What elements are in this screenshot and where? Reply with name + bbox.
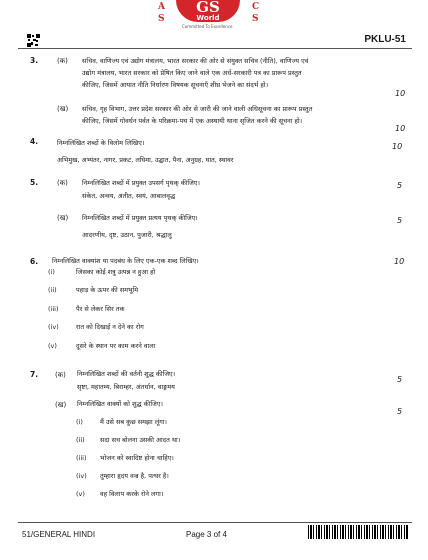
logo-tagline: Committed To Excellence	[182, 24, 233, 29]
q3a-line2: उद्योग मंत्रालय, भारत सरकार को प्रेषित किए जाने वाले एक अर्ध-सरकारी पत्र का प्रारूप प्रस्तुत	[82, 69, 302, 77]
header-divider	[18, 48, 412, 49]
q6-item-text: पहाड़ के ऊपर की समभूमि	[76, 286, 139, 294]
q3b-line1: सचिव, गृह विभाग, उत्तर प्रदेश सरकार की ओर से जारी की जाने वाली अधिसूचना का प्रारूप प्रस्तुत	[82, 105, 313, 113]
footer-divider	[18, 522, 412, 523]
q7a-words: सृष्टा, महातम्य, बिराम्हर, अंतर्धान, वाङ्गमय	[77, 383, 175, 391]
q7a-text: निम्नलिखित शब्दों की वर्तनी शुद्ध कीजिए।	[77, 370, 176, 378]
q6-item-text: पैर से लेकर सिर तक	[76, 305, 125, 313]
q7-item-label: (ii)	[76, 436, 85, 444]
q7-number: 7.	[30, 370, 39, 379]
q5b-marks: 5	[397, 216, 403, 225]
q6-item-text: रात को दिखाई न देने का रोग	[76, 323, 144, 331]
q4-text: निम्नलिखित शब्दों के विलोम लिखिए।	[57, 139, 145, 147]
q5a-text: निम्नलिखित शब्दों में प्रयुक्त उपसर्ग पृथक् कीजिए।	[82, 179, 200, 187]
q5b-text: निम्नलिखित शब्दों में प्रयुक्त प्रत्यय पृथक् कीजिए।	[82, 214, 198, 222]
q7b-marks: 5	[397, 407, 403, 416]
q4-words: अभिमुख, अभ्यंतर, नागर, प्रकट, लघिमा, उद्घात, पैना, अनुग्रह, घात, स्थावर	[57, 156, 234, 164]
q6-item-label: (iv)	[48, 323, 59, 331]
q7b-text: निम्नलिखित वाक्यों को शुद्ध कीजिए।	[77, 400, 163, 408]
q3b-line2: कीजिए, जिसमें गोवर्धन पर्वत के परिक्रमा-पथ में एक अस्थायी थाना सृजित करने की सूचना हो।	[82, 117, 303, 125]
q5a-words: संकेत, अन्वय, अतीत, स्वयं, आबालवृद्ध	[82, 192, 176, 200]
q7-item-label: (i)	[76, 418, 83, 426]
q3a-line3: कीजिए, जिसमें आयात नीति निर्धारण विषयक सूचनाएँ शीघ्र भेजने का संदर्भ हो।	[82, 81, 269, 89]
q6-item-label: (iii)	[48, 305, 59, 313]
q6-text: निम्नलिखित वाक्यांश या पदबंध के लिए एक-एक शब्द लिखिए।	[52, 257, 199, 265]
footer-paper-name: 51/GENERAL HINDI	[22, 530, 96, 539]
q6-item-text: जिसका कोई शत्रु उत्पन्न न हुआ हो	[76, 268, 156, 276]
q6-number: 6.	[30, 257, 39, 266]
q5a-label: (क)	[57, 179, 68, 187]
q4-marks: 10	[392, 142, 403, 151]
q5a-marks: 5	[397, 181, 403, 190]
q3b-label: (ख)	[57, 105, 69, 113]
q7-item-text: सदा सच बोलना उसकी आदत था।	[100, 436, 181, 444]
q5-number: 5.	[30, 178, 39, 187]
logo-letter-a: A	[158, 2, 165, 12]
q3a-marks: 10	[395, 89, 406, 98]
barcode-icon	[308, 525, 408, 539]
logo-letter-c: C	[252, 2, 260, 12]
q7-item-text: तुम्हारा हृदय वज्र है, पत्थर है।	[100, 472, 169, 480]
q7b-label: (ख)	[55, 401, 67, 409]
q4-number: 4.	[30, 137, 39, 146]
q5b-label: (ख)	[57, 214, 69, 222]
q3-number: 3.	[30, 56, 39, 65]
footer-page-number: Page 3 of 4	[186, 530, 227, 539]
q3a-line1: सचिव, वाणिज्य एवं उद्योग मंत्रालय, भारत सरकार की ओर से संयुक्त सचिव (नीति), वाणिज्य एवं	[82, 57, 309, 65]
logo-letter-s-left: S	[158, 14, 165, 24]
q7-item-text: मैं उसे सब कुछ समझा लूंगा।	[100, 418, 167, 426]
q7-item-text: वह विलाप करके रोने लगा।	[100, 490, 164, 498]
q3b-marks: 10	[395, 124, 406, 133]
logo-letter-s-right: S	[252, 14, 259, 24]
q7-item-label: (iii)	[76, 454, 87, 462]
q6-item-label: (ii)	[48, 286, 57, 294]
logo-main-text: GS	[196, 0, 220, 16]
q5b-words: आदरणीय, दृष्ट, उठान, पुजारी, श्रद्धालु	[82, 231, 172, 239]
logo	[176, 0, 240, 22]
q7-item-label: (iv)	[76, 472, 87, 480]
q6-item-label: (i)	[48, 268, 55, 276]
q6-item-text: दूसरे के स्थान पर काम करने वाला	[76, 342, 156, 350]
q7-item-label: (v)	[76, 490, 85, 498]
q7a-label: (क)	[55, 371, 66, 379]
q6-marks: 10	[394, 257, 405, 266]
logo-sub-text: World	[196, 14, 220, 22]
q7a-marks: 5	[397, 375, 403, 384]
q6-item-label: (v)	[48, 342, 57, 350]
q3a-label: (क)	[57, 57, 68, 65]
paper-code: PKLU-51	[364, 34, 406, 45]
qr-code-icon	[27, 34, 40, 47]
q7-item-text: भोजन को स्वादिष्ट होना चाहिए।	[100, 454, 174, 462]
